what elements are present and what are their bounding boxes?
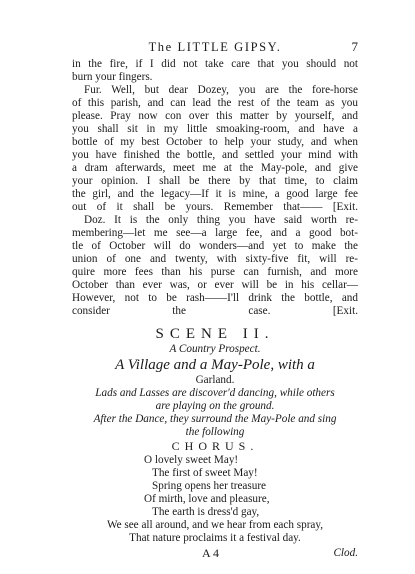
verse-line: The first of sweet May! — [152, 467, 258, 479]
text-line: Doz. It is the only thing you have said worth re- — [84, 214, 358, 226]
scene-title-cont: Garland. — [195, 374, 235, 386]
page-number: 7 — [351, 39, 358, 54]
text-line: membering—let me see—a large fee, and a good bot- — [72, 227, 358, 239]
running-title: The LITTLE GIPSY. — [148, 40, 282, 54]
text-line: union of one and twenty, with sixty-five fit, will re- — [72, 253, 358, 265]
signature-mark: A 4 — [202, 546, 220, 560]
text-line: in the fire, if I did not take care that you should not — [72, 58, 358, 70]
text-line: quire more fees than his purse can furnish, and more — [72, 266, 358, 278]
scene-heading: SCENE II. — [155, 326, 275, 342]
text-line: Fur. Well, but dear Dozey, you are the fore-horse — [84, 84, 358, 96]
verse-line: The earth is dress'd gay, — [152, 506, 260, 518]
scene-title: A Village and a May-Pole, with a — [115, 357, 315, 373]
verse-line: O lovely sweet May! — [144, 454, 239, 466]
text-line: your opinion. I shall be there by that time, to claim — [72, 175, 358, 187]
running-head — [72, 40, 358, 56]
stage-direction: After the Dance, they surround the May-Pole and sing — [93, 413, 337, 425]
verse-line: Spring opens her treasure — [152, 480, 267, 492]
text-line: However, not to be rash——I'll drink the bottle, and — [72, 292, 358, 304]
stage-direction: the following — [185, 426, 245, 438]
text-line: the girl, and the legacy—If it is mine, a good large fee — [72, 188, 358, 200]
text-line: consider the case. [Exit. — [72, 305, 358, 317]
text-line: you have finished the bottle, and settled your mind with — [72, 149, 358, 161]
catchword: Clod. — [333, 547, 358, 559]
text-line: October than ever was, or ever will be in his cellar— — [72, 279, 358, 291]
page-text — [72, 58, 358, 561]
verse-line: We see all around, and we hear from each spray, — [106, 519, 324, 531]
text-line: out of it shall be yours. Remember that—— [Exit. — [72, 201, 358, 213]
verse-line: That nature proclaims it a festival day. — [129, 532, 301, 544]
scene-setting: A Country Prospect. — [169, 343, 261, 355]
chorus-heading: CHORUS. — [171, 439, 259, 453]
stage-direction: are playing on the ground. — [155, 400, 275, 412]
verse-line: Of mirth, love and pleasure, — [144, 493, 270, 505]
text-line: of this parish, and can lead the rest of the team as you — [72, 97, 358, 109]
text-line: bottle of my best October to help your study, and when — [72, 136, 358, 148]
text-line: tle of October will do wonders—and yet to make the — [72, 240, 358, 252]
page-footer — [72, 547, 358, 561]
stage-direction: Lads and Lasses are discover'd dancing, while others — [95, 387, 335, 399]
text-line: you shall sit in my little smoaking-room, and have a — [72, 123, 358, 135]
text-line: burn your fingers. — [72, 71, 153, 83]
text-line: please. Pray now con over this matter by yourself, and — [72, 110, 358, 122]
text-line: a dram afterwards, meet me at the May-pole, and give — [72, 162, 358, 174]
